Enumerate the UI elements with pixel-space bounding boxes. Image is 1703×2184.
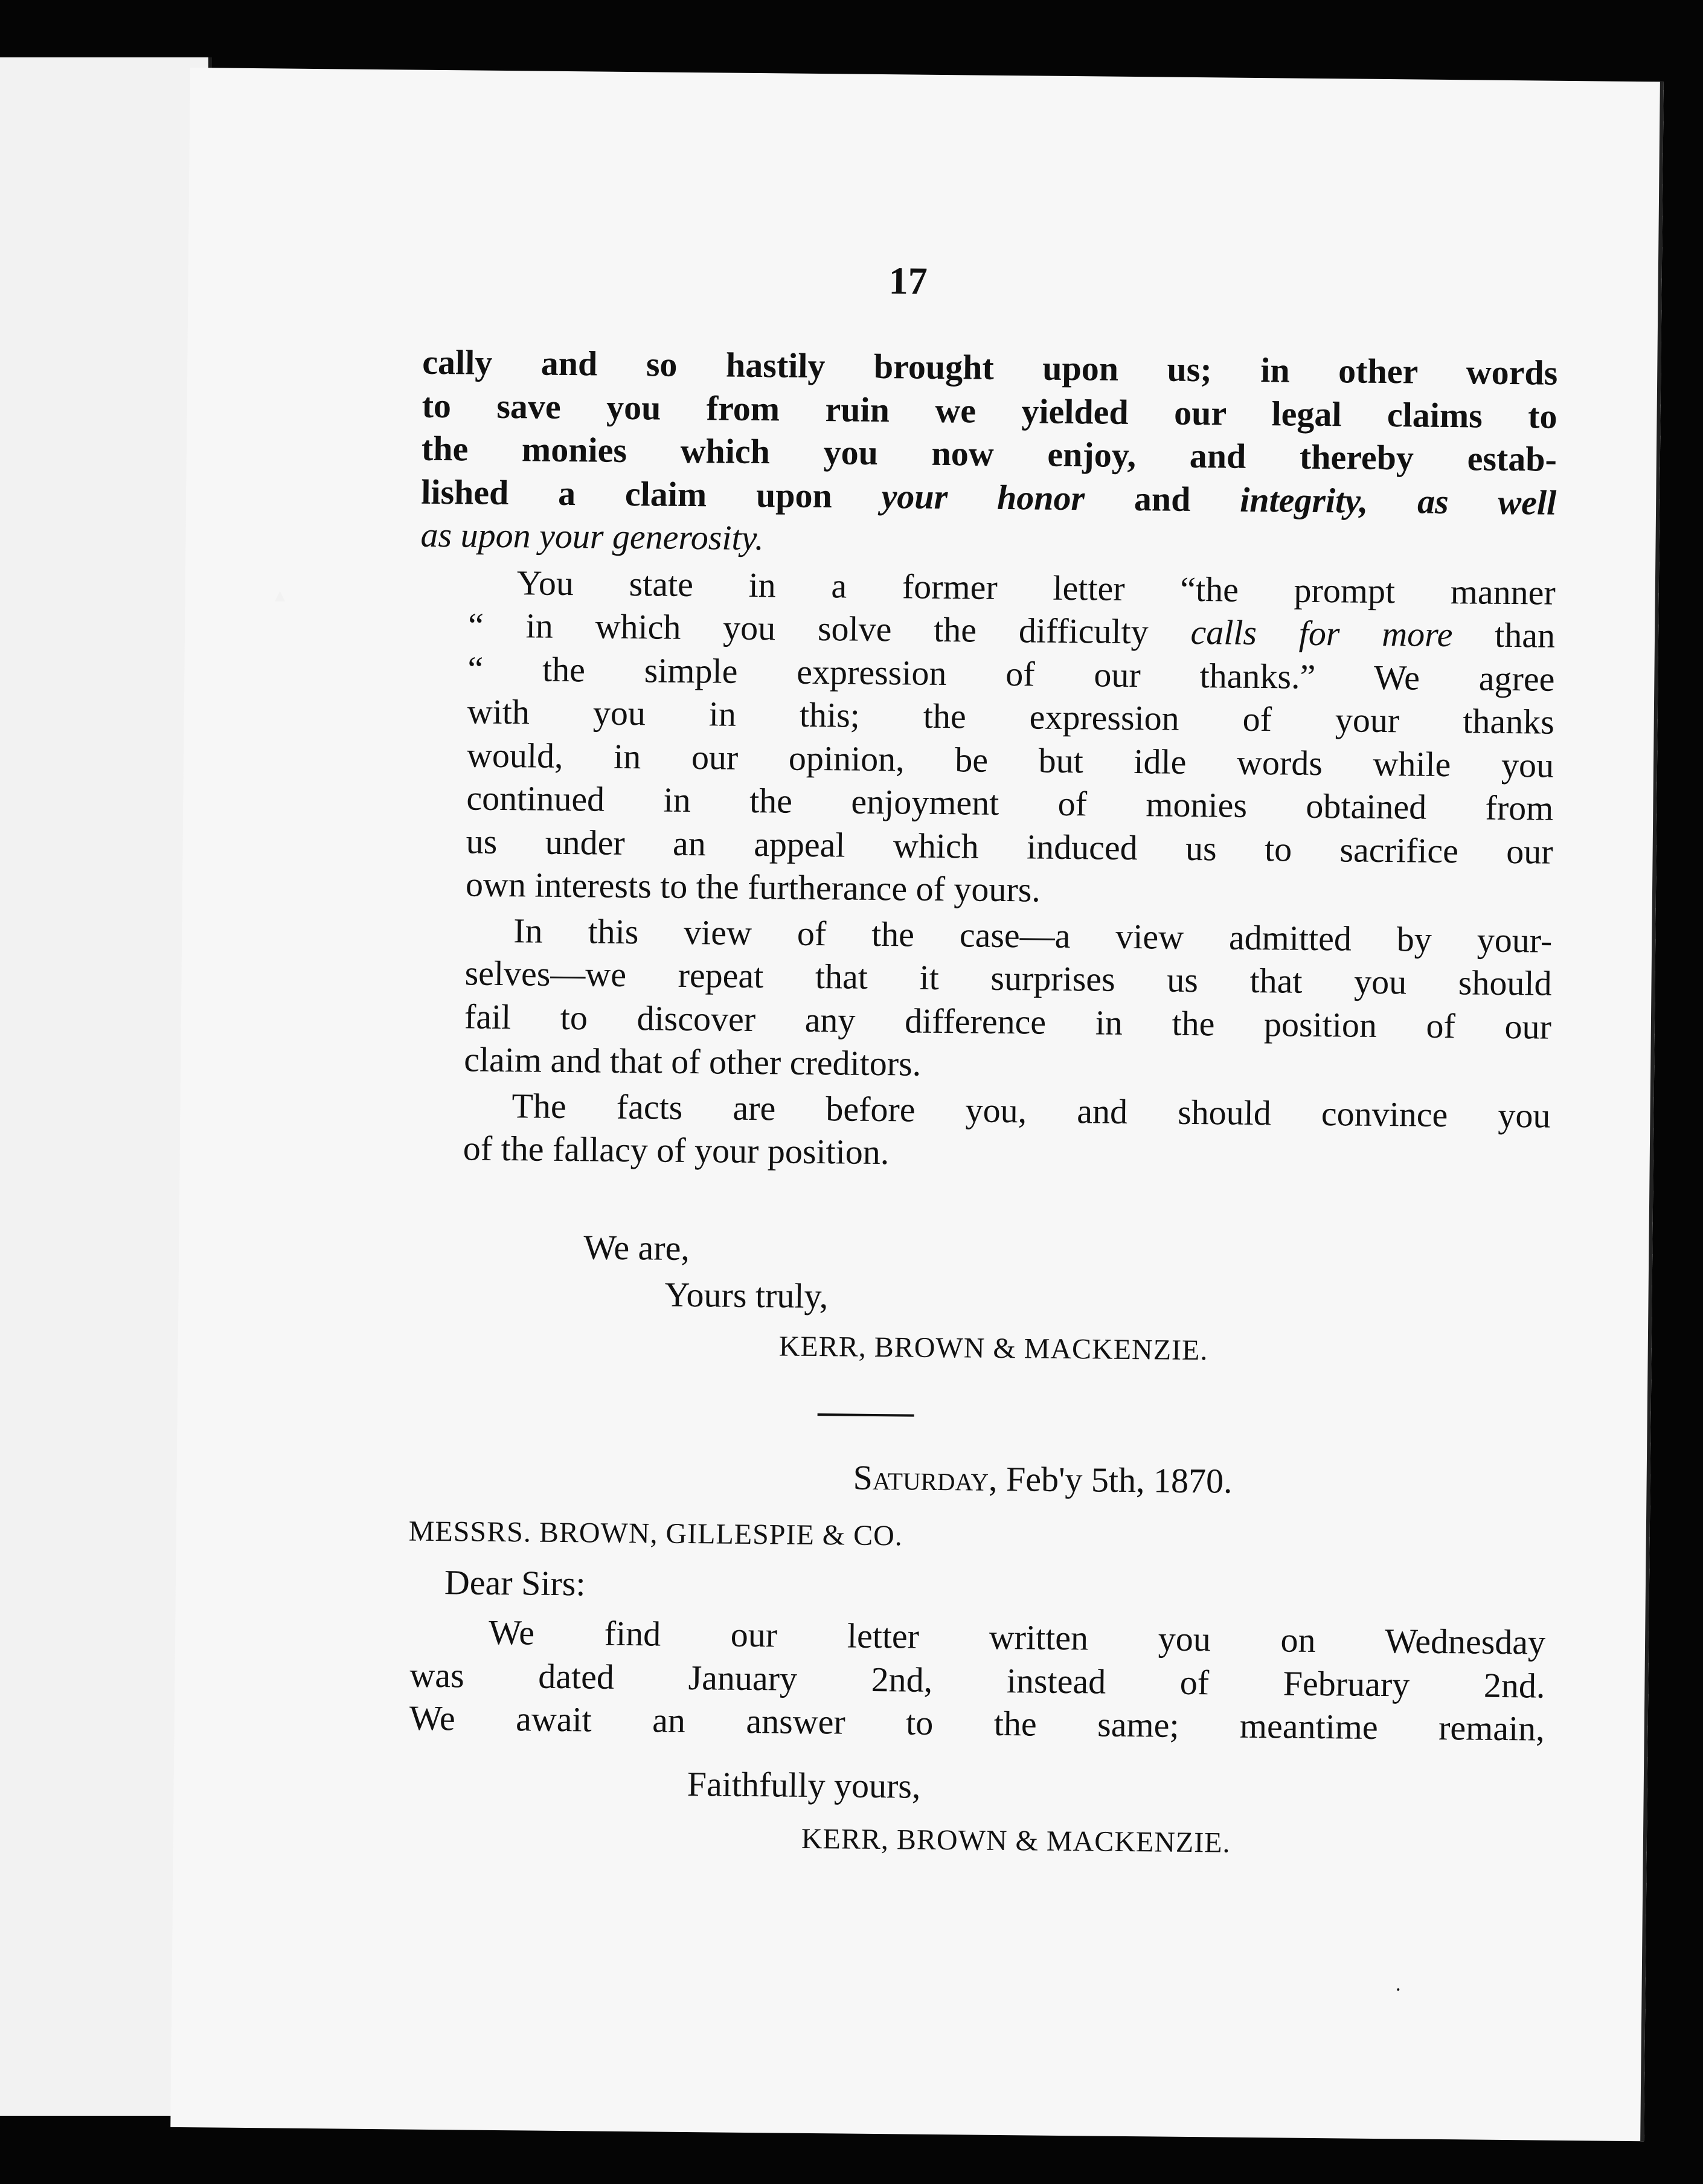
date-rest: , Feb'y 5th, 1870. [988, 1459, 1233, 1501]
closing-we-are: We are, [583, 1227, 690, 1268]
date-line [853, 1457, 1233, 1502]
signature-1: KERR, BROWN & MACKENZIE. [778, 1330, 1208, 1367]
paragraph-2 [417, 560, 1556, 916]
paragraph-3 [415, 908, 1553, 1091]
ink-speck: › [144, 580, 151, 602]
text-line: selves—we repeat that it surprises us that you should [464, 953, 1552, 1003]
text-line: with you in this; the expression of your thanks [467, 692, 1555, 742]
ink-speck: ‹ [127, 948, 134, 971]
text-line: as upon your generosity. [420, 515, 765, 558]
addressee: MESSRS. BROWN, GILLESPIE & CO. [408, 1515, 903, 1552]
ink-speck: ▴ [275, 584, 286, 606]
italic-run: calls for more [1190, 612, 1453, 655]
text-line: “ the simple expression of our thanks.” We agree [467, 648, 1555, 699]
text-line: would, in our opinion, be but idle words while you [466, 734, 1554, 785]
page-number: 17 [888, 259, 928, 303]
paragraph-1 [420, 341, 1557, 568]
text-run: and [1084, 478, 1240, 519]
text-line: We await an answer to the same; meantime remain, [409, 1698, 1545, 1749]
section-divider [818, 1413, 914, 1417]
salutation: Dear Sirs: [444, 1563, 586, 1604]
text-line: us under an appeal which induced us to sacrifice our [466, 821, 1553, 872]
text-line: We find our letter written you on Wednesday [488, 1612, 1546, 1662]
closing-yours-truly: Yours truly, [664, 1274, 829, 1316]
date-day: Saturday [853, 1457, 989, 1498]
text-line: In this view of the case—a view admitted by your- [513, 910, 1553, 960]
text-run: lished a claim upon [420, 472, 882, 516]
text-line: cally and so hastily brought upon us; in other words [422, 342, 1558, 393]
text-line: fail to discover any difference in the position of our [464, 996, 1552, 1047]
text-line: own interests to the furtherance of yours. [465, 864, 1041, 910]
text-line: The facts are before you, and should convince you [512, 1085, 1551, 1135]
closing-faithfully: Faithfully yours, [687, 1764, 921, 1806]
italic-run: your honor [881, 476, 1085, 518]
text-line: continued in the enjoyment of monies obtained from [466, 778, 1554, 828]
italic-run: integrity, as well [1239, 480, 1557, 522]
text-line: the monies which you now enjoy, and thereby estab- [421, 428, 1557, 479]
letter-body [415, 341, 1558, 1180]
text-line: claim and that of other creditors. [463, 1039, 922, 1084]
text-line: of the fallacy of your position. [463, 1128, 890, 1172]
text-line: You state in a former letter “the prompt manner [516, 562, 1556, 612]
ink-speck: · [1394, 1979, 1402, 2002]
paragraph-5-text [409, 1610, 1545, 1751]
paragraph-5 [409, 1610, 1545, 1751]
document-page [170, 68, 1664, 2141]
paragraph-4 [415, 1083, 1551, 1180]
text-line: to save you from ruin we yielded our legal claims to [422, 385, 1557, 436]
text-line: was dated January 2nd, instead of February 2nd. [409, 1655, 1545, 1706]
text-run: than [1452, 615, 1556, 655]
text-run: “ in which you solve the difficulty [467, 605, 1191, 652]
signature-2: KERR, BROWN & MACKENZIE. [801, 1822, 1231, 1859]
